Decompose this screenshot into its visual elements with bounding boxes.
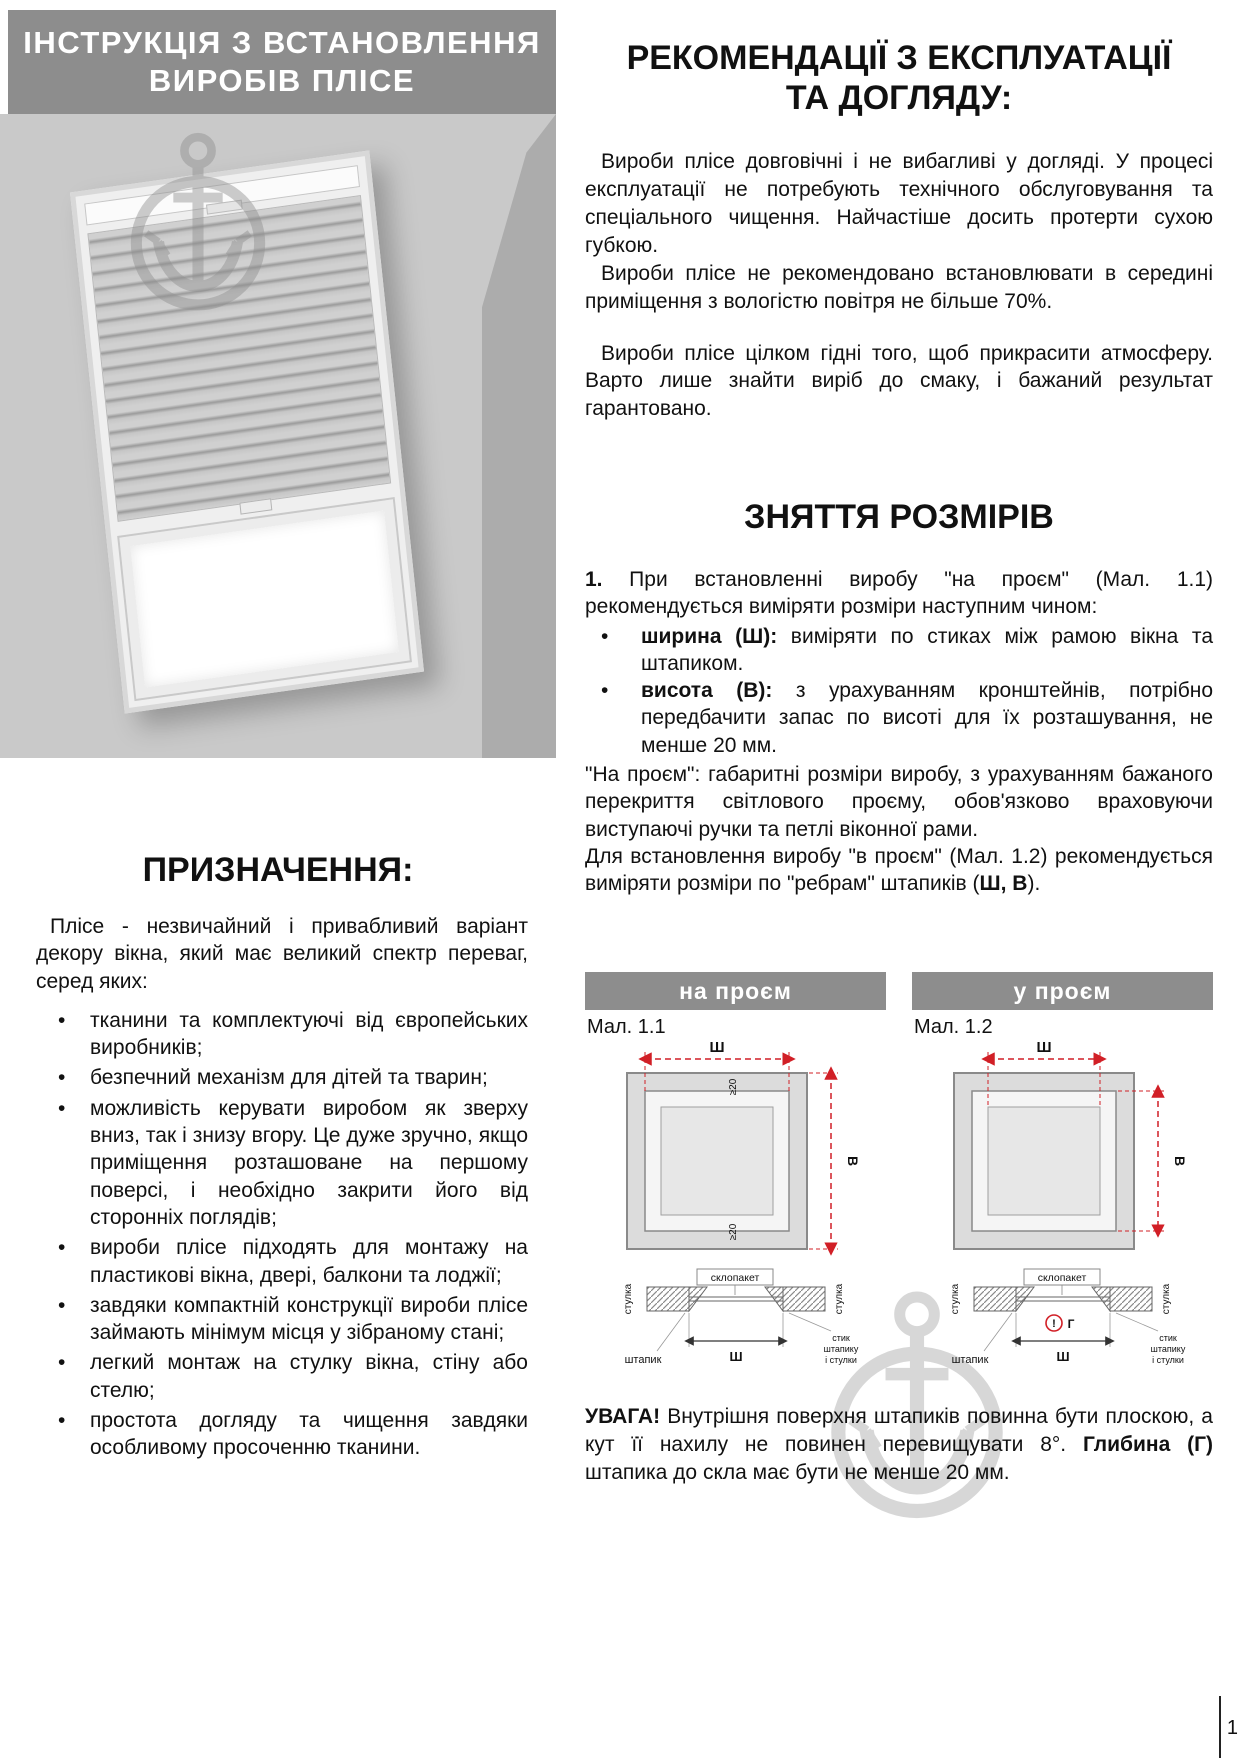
purpose-item: • можливість керувати виробом як зверху вниз, так і знизу вгору. Це дуже зручно, якщо приміщення розташоване на першому поверсі, і необхідно закрити його від сторонніх поглядів;: [36, 1095, 528, 1231]
care-paragraph: Вироби плісе довговічні і не вибагливі у догляді. У процесі експлуатації не потребують технічного обслуговування та спеціального чищення. Найчастіше досить протерти сухою губкою.: [585, 150, 1213, 257]
window-frame-drawing: [954, 1073, 1134, 1249]
brand-anchor-watermark-icon: [124, 126, 272, 316]
section-width-dimension: [1016, 1313, 1110, 1364]
purpose-item: • легкий монтаж на стулку вікна, стіну або стелю;: [36, 1349, 528, 1404]
window-diagram-1-1: [585, 1039, 886, 1267]
sash-left-label: стулка: [950, 1283, 961, 1315]
wall-shading: [482, 114, 556, 758]
joint-label-1: стик: [1159, 1333, 1177, 1343]
sash-section-drawing: [974, 1287, 1152, 1311]
purpose-intro: Плісе - незвичайний і привабливий варіант декору вікна, який має великий спектр переваг, серед яких:: [36, 915, 528, 993]
sash-right-label: стулка: [834, 1283, 845, 1315]
width-label: Ш: [709, 1039, 725, 1056]
glazing-callout: [697, 1269, 773, 1295]
attention-note: [585, 1403, 1213, 1487]
measuring-item-label: висота (В):: [641, 679, 773, 703]
joint-callout: [789, 1313, 859, 1365]
section-diagram-1-2: [912, 1267, 1213, 1379]
measuring-item-text: виміряти по стиках між рамою вікна та штапиком.: [641, 624, 1213, 675]
care-paragraph: Вироби плісе цілком гідні того, щоб прикрасити атмосферу. Варто лише знайти виріб до смаку, і бажаний результат гарантовано.: [585, 341, 1213, 421]
measuring-item-text: з урахуванням кронштейнів, потрібно передбачити запас по висоті для їх розташування, не менше 20 мм.: [641, 679, 1213, 757]
joint-label-2: штапику: [1150, 1344, 1186, 1354]
in-opening-post: ).: [1027, 872, 1041, 896]
clearance-top-label: ≥20: [728, 1078, 739, 1096]
purpose-item: • простота догляду та чищення завдяки особливому просоченню тканини.: [36, 1407, 528, 1462]
measuring-step-1: [585, 566, 1213, 621]
depth-warning-indicator: [1046, 1315, 1075, 1331]
purpose-item: • безпечний механізм для дітей та тварин;: [36, 1064, 528, 1091]
purpose-section: [36, 913, 528, 1465]
window-glass: [119, 499, 409, 699]
window-diagram-1-2: [912, 1039, 1213, 1267]
warning-exclamation-icon: !: [1052, 1318, 1056, 1330]
attention-bold-term: Глибина (Г): [1082, 1433, 1213, 1457]
purpose-item: • вироби плісе підходять для монтажу на пластикові вікна, двері, балкони та лоджії;: [36, 1234, 528, 1289]
bead-label: штапик: [951, 1354, 989, 1366]
care-heading-line-1: РЕКОМЕНДАЦІЇ З ЕКСПЛУАТАЦІЇ: [626, 39, 1172, 77]
purpose-heading: ПРИЗНАЧЕННЯ:: [142, 851, 414, 889]
diagram-header-on-opening: на проєм: [585, 972, 886, 1010]
section-width-dimension: [689, 1313, 783, 1364]
care-heading-line-2: ТА ДОГЛЯДУ:: [785, 79, 1013, 118]
attention-label: УВАГА!: [585, 1405, 661, 1428]
width-label: Ш: [1036, 1039, 1052, 1056]
joint-callout: [1116, 1313, 1186, 1365]
height-label: В: [1172, 1155, 1188, 1167]
diagram-panel-on-opening: [585, 972, 886, 1379]
measuring-diagrams: [585, 972, 1213, 1379]
clearance-bottom-label: ≥20: [728, 1223, 739, 1241]
section-width-label: Ш: [1056, 1349, 1070, 1364]
purpose-item: • тканини та комплектуючі від європейських виробників;: [36, 1007, 528, 1062]
sash-right-label: стулка: [1161, 1283, 1172, 1315]
care-heading: [585, 38, 1213, 118]
section-width-label: Ш: [729, 1349, 743, 1364]
in-opening-bold: Ш, В: [979, 872, 1028, 896]
step-text: При встановленні виробу "на проєм" (Мал. 1.1) рекомендується виміряти розміри наступним чином:: [585, 568, 1213, 619]
bead-callout: [625, 1313, 685, 1366]
measuring-list: [585, 623, 1213, 759]
depth-label: Г: [1067, 1317, 1075, 1331]
joint-label-3: і стулки: [1152, 1355, 1184, 1365]
page-number-rule: [1219, 1696, 1221, 1758]
glazing-callout: [1024, 1269, 1100, 1295]
measuring-item-label: ширина (Ш):: [641, 624, 778, 648]
installation-title-banner: [8, 10, 556, 114]
joint-label-3: і стулки: [825, 1355, 857, 1365]
window-frame-drawing: [627, 1073, 807, 1249]
measuring-item: [585, 623, 1213, 678]
sash-left-label: стулка: [623, 1283, 634, 1315]
attention-text-2: штапика до скла має бути не менше 20 мм.: [585, 1461, 1010, 1485]
diagram-panel-in-opening: [912, 972, 1213, 1379]
figure-caption-1-1: Мал. 1.1: [587, 1016, 666, 1038]
height-dimension: [809, 1073, 861, 1249]
height-label: В: [845, 1155, 861, 1167]
in-opening-paragraph: [585, 843, 1213, 898]
care-paragraph: Вироби плісе не рекомендовано встановлювати в середині приміщення з вологістю повітря не більше 70%.: [585, 261, 1213, 313]
diagram-header-in-opening: у проєм: [912, 972, 1213, 1010]
measuring-heading: ЗНЯТТЯ РОЗМІРІВ: [744, 498, 1054, 536]
joint-label-1: стик: [832, 1333, 850, 1343]
care-section: [585, 148, 1213, 423]
glazing-label: склопакет: [1037, 1272, 1087, 1284]
section-diagram-1-1: [585, 1267, 886, 1379]
title-line-2: ВИРОБІВ ПЛІСЕ: [148, 63, 416, 98]
title-line-1: ІНСТРУКЦІЯ З ВСТАНОВЛЕННЯ: [23, 25, 541, 61]
product-illustration-area: [0, 114, 556, 758]
step-number: 1.: [585, 568, 603, 591]
joint-label-2: штапику: [823, 1344, 859, 1354]
bead-callout: [952, 1313, 1012, 1366]
bead-label: штапик: [624, 1354, 662, 1366]
figure-caption-1-2: Мал. 1.2: [914, 1016, 993, 1038]
on-opening-paragraph: "На проєм": габаритні розміри виробу, з урахуванням бажаного перекриття світлового проєму, обов'язково враховуючи виступаючі ручки та петлі віконної рами.: [585, 763, 1213, 841]
purpose-item: • завдяки компактній конструкції вироби плісе займають мінімум місця у зібраному стані;: [36, 1292, 528, 1347]
glazing-label: склопакет: [710, 1272, 760, 1284]
in-opening-pre: Для встановлення виробу "в проєм" (Мал. 1.2) рекомендується виміряти розміри по "ребрам" штапиків (: [585, 844, 1213, 896]
measuring-section: [585, 566, 1213, 898]
attention-text-1: Внутрішня поверхня штапиків повинна бути плоскою, а кут її нахилу не повинен перевищувати 8°.: [585, 1405, 1213, 1457]
page-number: 1: [1226, 1717, 1238, 1739]
sash-section-drawing: [647, 1287, 825, 1311]
measuring-item: [585, 677, 1213, 759]
purpose-list: [36, 1007, 528, 1462]
